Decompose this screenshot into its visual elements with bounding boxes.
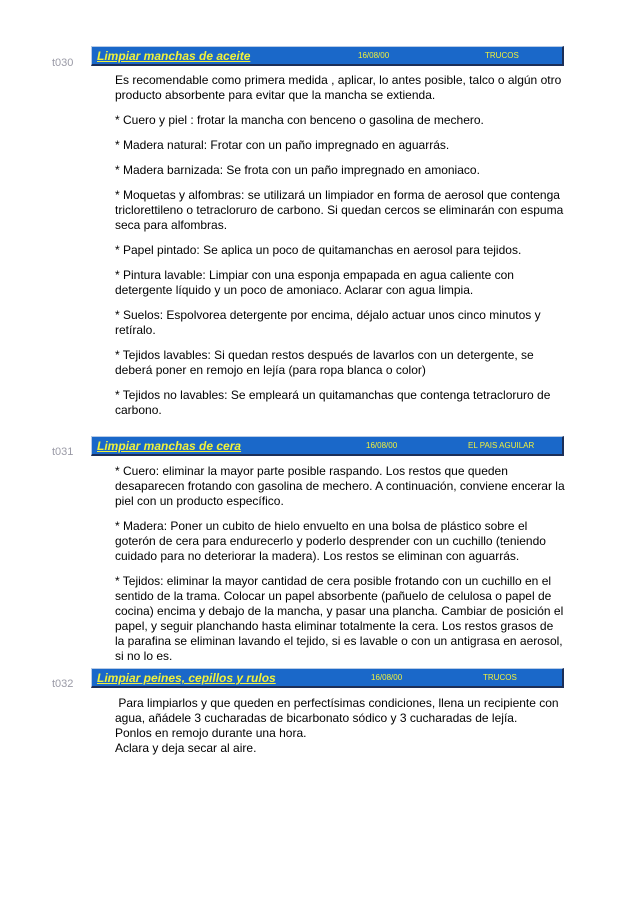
entry-body	[115, 73, 565, 418]
entry-title: Limpiar peines, cepillos y rulos	[97, 671, 276, 685]
entry-paragraph: Para limpiarlos y que queden en perfectísimas condiciones, llena un recipiente con agua, añádele 3 cucharadas de bicarbonato sódico y 3 cucharadas de lejía.	[115, 696, 562, 725]
entry-header-bar	[91, 46, 564, 66]
entry-title: Limpiar manchas de cera	[97, 439, 242, 453]
entry-paragraph: * Suelos: Espolvorea detergente por encima, déjalo actuar unos cinco minutos y retíralo.	[115, 308, 541, 337]
entry-date: 16/08/00	[366, 441, 398, 450]
entry-paragraph: * Madera natural: Frotar con un paño impregnado en aguarrás.	[115, 138, 450, 152]
entry-body	[115, 464, 565, 664]
entry-paragraph: Ponlos en remojo durante una hora.	[115, 726, 307, 740]
entry-paragraph: Aclara y deja secar al aire.	[115, 741, 257, 755]
entry-code: t031	[52, 446, 74, 458]
entry-paragraph: Es recomendable como primera medida , aplicar, lo antes posible, talco o algún otro producto absorbente para evitar que la mancha se extienda.	[115, 73, 562, 102]
entry-header-bar	[91, 668, 564, 688]
entry-source: EL PAIS AGUILAR	[468, 441, 535, 450]
entry-paragraph: * Madera barnizada: Se frota con un paño impregnado en amoniaco.	[115, 163, 480, 177]
entry-paragraph: * Papel pintado: Se aplica un poco de quitamanchas en aerosol para tejidos.	[115, 243, 522, 257]
entry-paragraph: * Madera: Poner un cubito de hielo envuelto en una bolsa de plástico sobre el goterón de cera para endurecerlo y poderlo desprender con un cuchillo (teniendo cuidado para no deteriorar la madera). Los restos se eliminan con aguarrás.	[115, 519, 546, 563]
entry-code: t030	[52, 57, 74, 69]
entry-paragraph: * Cuero y piel : frotar la mancha con benceno o gasolina de mechero.	[115, 113, 484, 127]
entry-source: TRUCOS	[483, 673, 517, 682]
entry-date: 16/08/00	[371, 673, 403, 682]
entry-source: TRUCOS	[485, 51, 519, 60]
entry-code: t032	[52, 678, 74, 690]
entry-paragraph: * Moquetas y alfombras: se utilizará un limpiador en forma de aerosol que contenga triclorettileno o tetracloruro de carbono. Si quedan cercos se eliminarán con espuma seca para alfombras.	[115, 188, 564, 232]
entry-paragraph: * Tejidos no lavables: Se empleará un quitamanchas que contenga tetracloruro de carbono.	[115, 388, 551, 417]
entry-body	[115, 696, 565, 756]
entry-paragraph: * Tejidos lavables: Si quedan restos después de lavarlos con un detergente, se deberá poner en remojo en lejía (para ropa blanca o color)	[115, 348, 534, 377]
entry-title: Limpiar manchas de aceite	[97, 49, 251, 63]
entry-paragraph: * Pintura lavable: Limpiar con una esponja empapada en agua caliente con detergente líquido y un poco de amoniaco. Aclarar con agua limpia.	[115, 268, 514, 297]
entry-date: 16/08/00	[358, 51, 390, 60]
entry-header-bar	[91, 436, 564, 456]
entry-paragraph: * Cuero: eliminar la mayor parte posible raspando. Los restos que queden desaparecen frotando con gasolina de mechero. A continuación, conviene encerar la piel con un producto específico.	[115, 464, 565, 508]
entry-paragraph: * Tejidos: eliminar la mayor cantidad de cera posible frotando con un cuchillo en el sentido de la trama. Colocar un papel absorbente (pañuelo de celulosa o papel de cocina) encima y debajo de la mancha, y pasar una plancha. Cambiar de posición el papel, y seguir planchando hasta eliminar totalmente la cera. Los restos grasos de la parafina se eliminan lavando el tejido, si es lavable o con un antigrasa en aerosol, si no lo es.	[115, 574, 564, 663]
